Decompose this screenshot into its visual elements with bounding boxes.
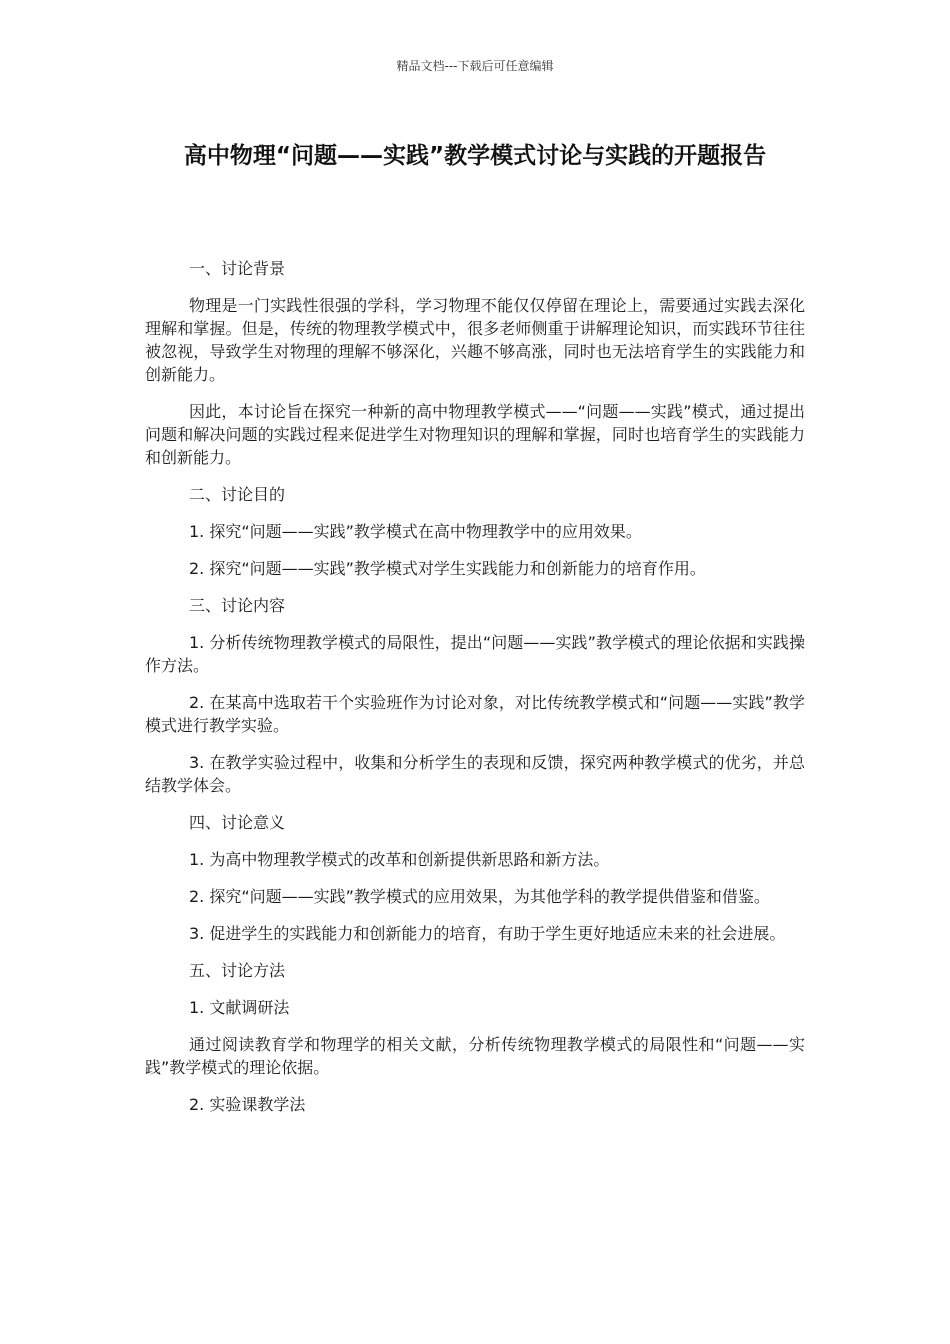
section-heading-content: 三、讨论内容 [189, 596, 286, 615]
paragraph: 因此，本讨论旨在探究一种新的高中物理教学模式——“问题——实践”模式，通过提出问题和解决问题的实践过程来促进学生对物理知识的理解和掌握，同时也培育学生的实践能力和创新能力。 [145, 402, 805, 467]
list-item: 1. 文献调研法 [189, 998, 290, 1017]
header-note: 精品文档---下载后可任意编辑 [396, 59, 554, 73]
list-item: 2. 探究“问题——实践”教学模式对学生实践能力和创新能力的培育作用。 [189, 559, 706, 578]
section-heading-method: 五、讨论方法 [189, 961, 286, 980]
paragraph: 物理是一门实践性很强的学科，学习物理不能仅仅停留在理论上，需要通过实践去深化理解和掌握。但是，传统的物理教学模式中，很多老师侧重于讲解理论知识，而实践环节往往被忽视，导致学生对物理的理解不够深化，兴趣不够高涨，同时也无法培育学生的实践能力和创新能力。 [145, 296, 805, 384]
list-item: 3. 促进学生的实践能力和创新能力的培育，有助于学生更好地适应未来的社会进展。 [189, 924, 786, 943]
paragraph: 通过阅读教育学和物理学的相关文献，分析传统物理教学模式的局限性和“问题——实践”教学模式的理论依据。 [145, 1035, 805, 1077]
section-heading-background: 一、讨论背景 [189, 259, 286, 278]
list-item: 1. 探究“问题——实践”教学模式在高中物理教学中的应用效果。 [189, 522, 642, 541]
list-item: 2. 探究“问题——实践”教学模式的应用效果，为其他学科的教学提供借鉴和借鉴。 [189, 887, 770, 906]
page-title: 高中物理“问题——实践”教学模式讨论与实践的开题报告 [183, 143, 767, 169]
list-item: 1. 为高中物理教学模式的改革和创新提供新思路和新方法。 [189, 850, 610, 869]
list-item: 1. 分析传统物理教学模式的局限性，提出“问题——实践”教学模式的理论依据和实践操作方法。 [145, 633, 805, 675]
section-heading-significance: 四、讨论意义 [189, 813, 286, 832]
section-heading-purpose: 二、讨论目的 [189, 485, 286, 504]
document-body [145, 257, 805, 1130]
list-item: 2. 在某高中选取若干个实验班作为讨论对象，对比传统教学模式和“问题——实践”教学模式进行教学实验。 [145, 693, 805, 735]
list-item: 3. 在教学实验过程中，收集和分析学生的表现和反馈，探究两种教学模式的优劣，并总结教学体会。 [145, 753, 805, 795]
list-item: 2. 实验课教学法 [189, 1095, 306, 1114]
